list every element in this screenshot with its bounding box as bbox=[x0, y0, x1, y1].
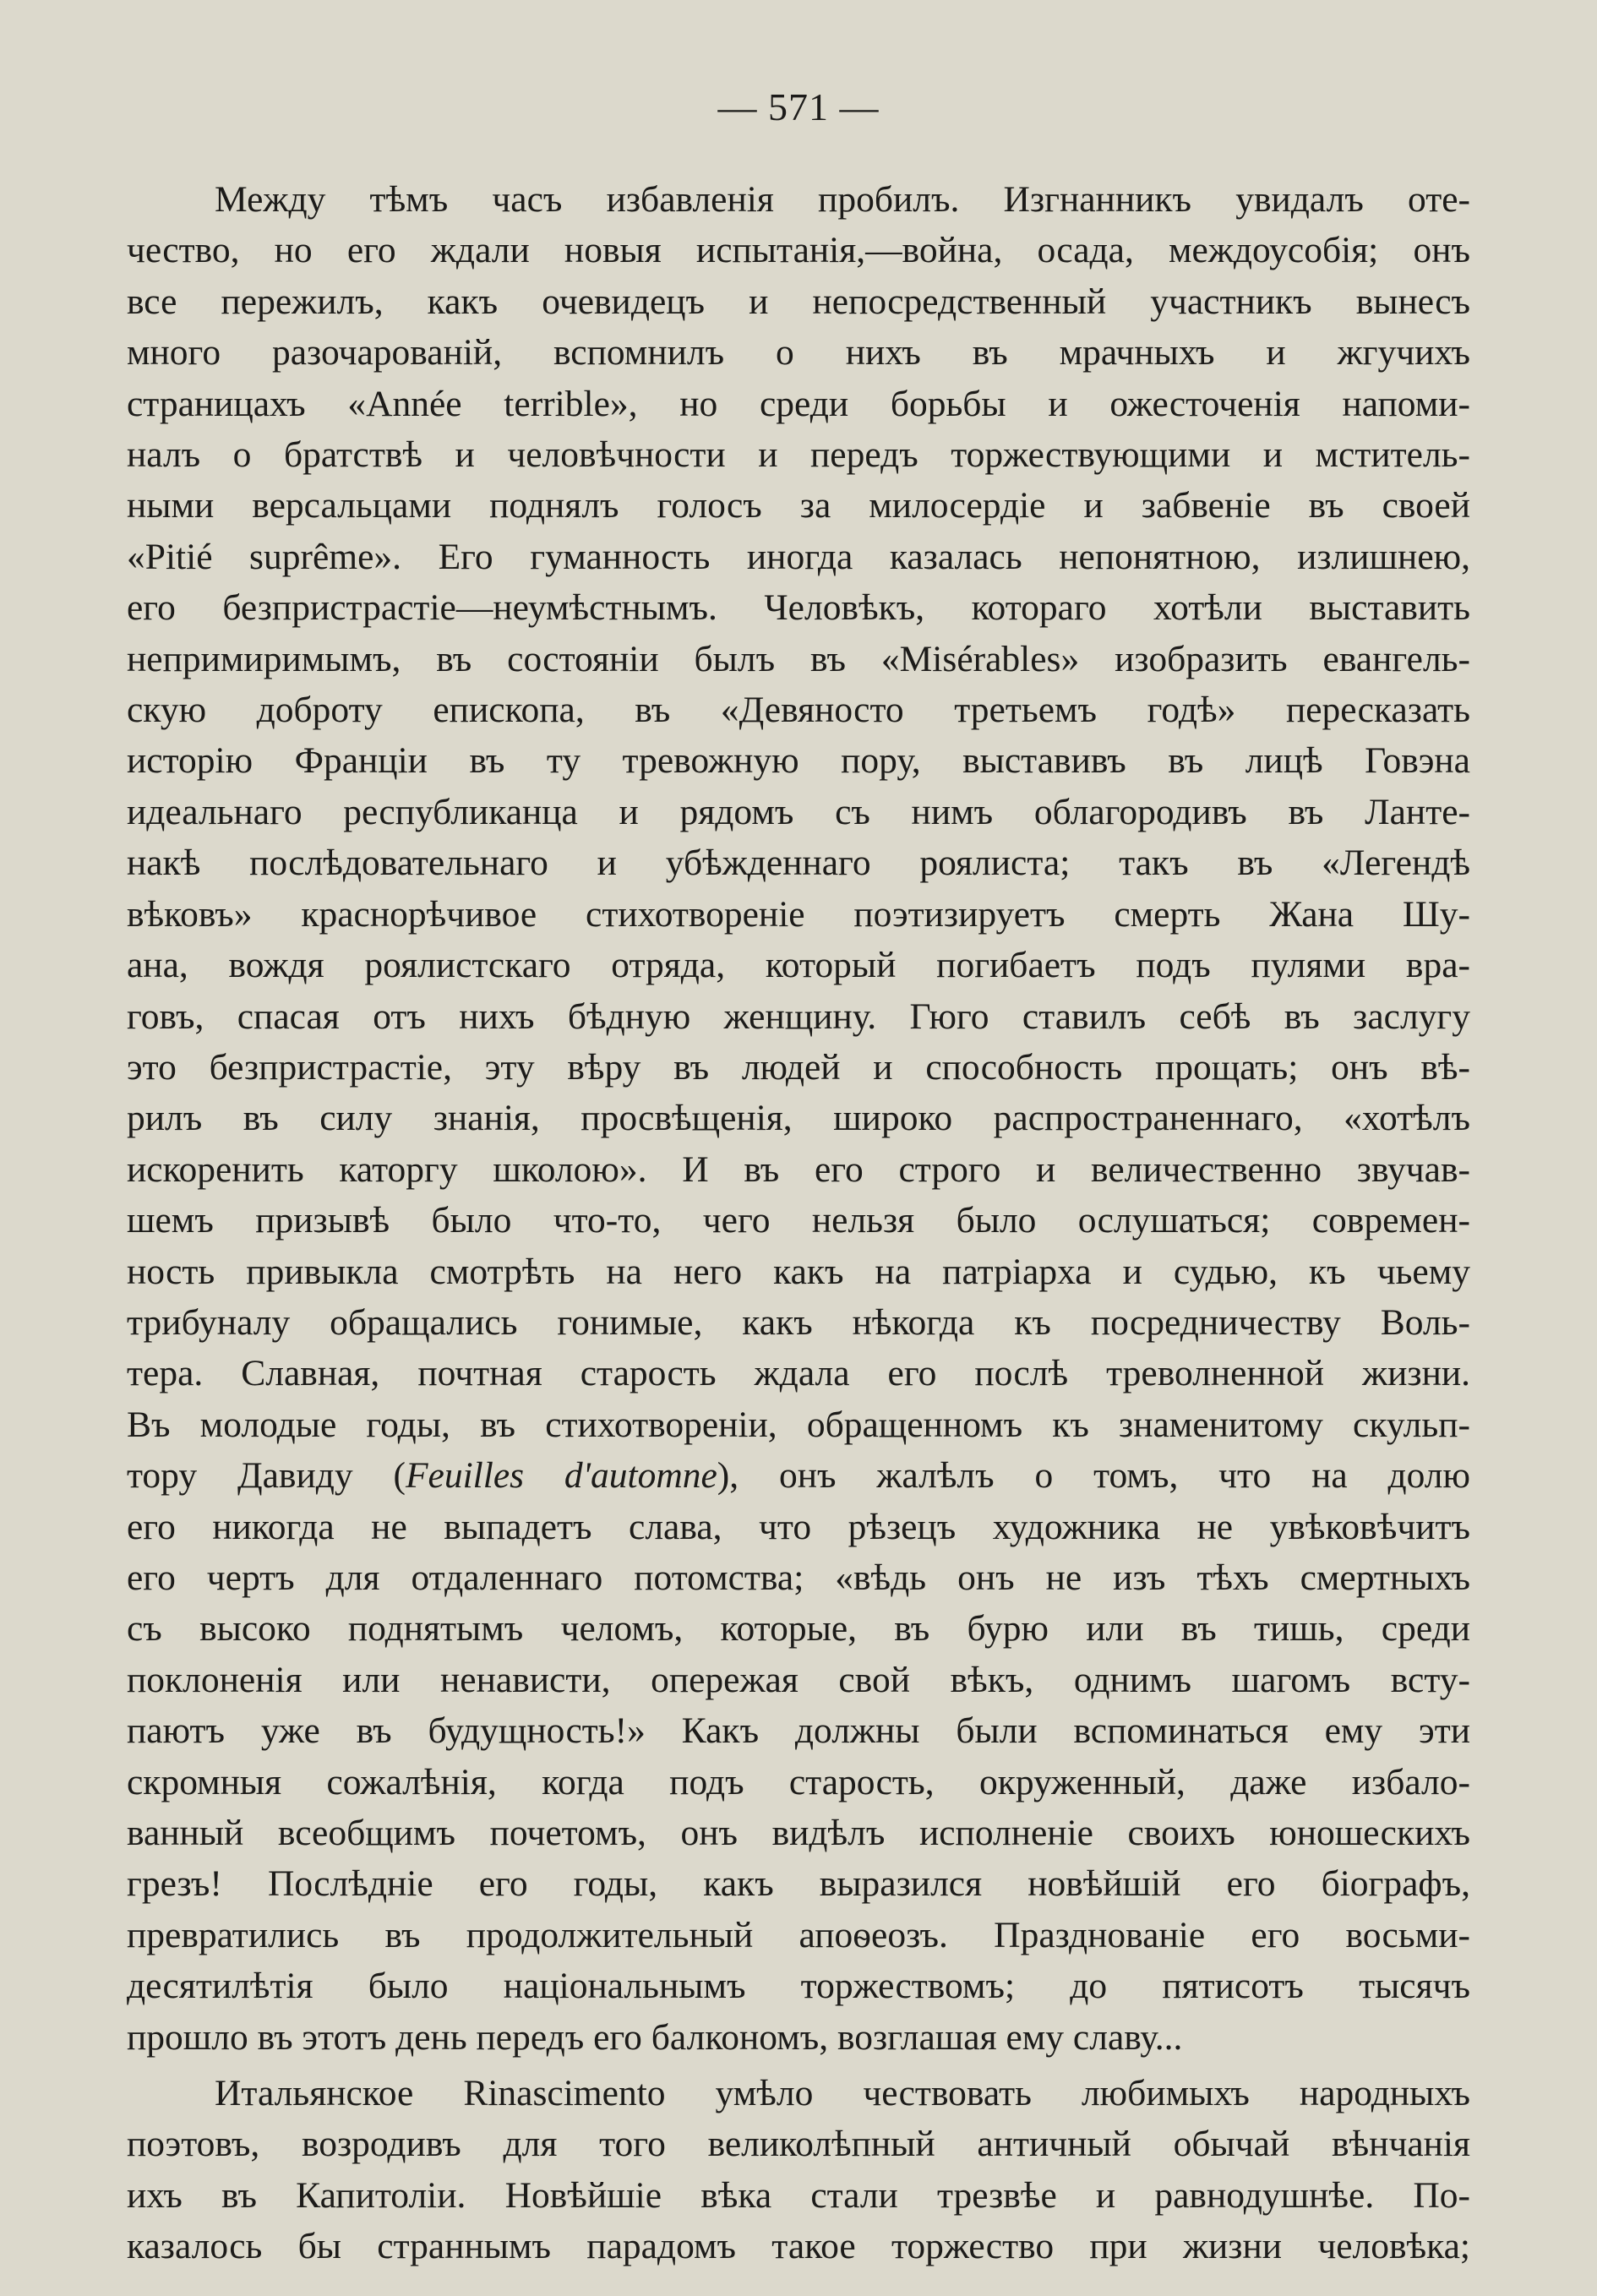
text-line: искоренить каторгу школою». И въ его строго и величественно звучав- bbox=[127, 1148, 1470, 1190]
text-line: много разочарованій, вспомнилъ о нихъ въ мрачныхъ и жгучихъ bbox=[127, 332, 1470, 374]
text-line: налъ о братствѣ и человѣчности и передъ торжествующими и мститель- bbox=[127, 434, 1470, 476]
text-line: съ высоко поднятымъ челомъ, которые, въ бурю или въ тишь, среди bbox=[127, 1608, 1470, 1650]
text-line: его чертъ для отдаленнаго потомства; «вѣдь онъ не изъ тѣхъ смертныхъ bbox=[127, 1557, 1470, 1598]
book-title-italic: Feuilles d'automne bbox=[405, 1455, 717, 1497]
text-line: непримиримымъ, въ состояніи былъ въ «Misérables» изобразить евангель- bbox=[127, 638, 1470, 679]
text-line: страницахъ «Année terrible», но среди борьбы и ожесточенія напоми- bbox=[127, 383, 1470, 424]
text-line: поклоненія или ненависти, опережая свой вѣкъ, однимъ шагомъ всту- bbox=[127, 1659, 1470, 1700]
text-line: прошло въ этотъ день передъ его балкономъ, возглашая ему славу... bbox=[127, 2016, 1183, 2058]
text-line: исторію Франціи въ ту тревожную пору, выставивъ въ лицѣ Говэна bbox=[127, 740, 1470, 782]
text-line: тору Давиду (Feuilles d'automne), онъ жалѣлъ о томъ, что на долю bbox=[127, 1455, 1470, 1497]
text-line: ана, вождя роялистскаго отряда, который погибаетъ подъ пулями вра- bbox=[127, 945, 1470, 986]
page-number: — 571 — bbox=[717, 85, 880, 128]
text-line: шемъ призывѣ было что-то, чего нельзя было ослушаться; современ- bbox=[127, 1200, 1470, 1241]
text-line: казалось бы страннымъ парадомъ такое торжество при жизни человѣка; bbox=[127, 2226, 1470, 2267]
text-line: грезъ! Послѣдніе его годы, какъ выразился новѣйшій его біографъ, bbox=[127, 1863, 1470, 1905]
text-line: ихъ въ Капитоліи. Новѣйшіе вѣка стали трезвѣе и равнодушнѣе. По- bbox=[127, 2174, 1470, 2216]
text-line: поэтовъ, возродивъ для того великолѣпный античный обычай вѣнчанія bbox=[127, 2124, 1470, 2165]
paragraph-2 bbox=[127, 2068, 1470, 2272]
text-line: накѣ послѣдовательнаго и убѣжденнаго роялиста; такъ въ «Легендѣ bbox=[127, 843, 1470, 884]
text-line: чество, но его ждали новыя испытанія,—война, осада, междоусобія; онъ bbox=[127, 230, 1470, 271]
text-line: его безпристрастіе—неумѣстнымъ. Человѣкъ, котораго хотѣли выставить bbox=[127, 587, 1470, 629]
text-line: скромныя сожалѣнія, когда подъ старость, окруженный, даже избало- bbox=[127, 1761, 1470, 1802]
text-line: рилъ въ силу знанія, просвѣщенія, широко распространеннаго, «хотѣлъ bbox=[127, 1098, 1470, 1139]
text-line: паютъ уже въ будущность!» Какъ должны были вспоминаться ему эти bbox=[127, 1710, 1470, 1752]
text-line: трибуналу обращались гонимые, какъ нѣкогда къ посредничеству Воль- bbox=[127, 1301, 1470, 1343]
text-line: это безпристрастіе, эту вѣру въ людей и способность прощать; онъ вѣ- bbox=[127, 1046, 1470, 1088]
text-line: Итальянское Rinascimento умѣло чествовать любимыхъ народныхъ bbox=[215, 2073, 1470, 2114]
text-line: скую доброту епископа, въ «Девяносто третьемъ годѣ» пересказать bbox=[127, 690, 1470, 731]
text-line: превратились въ продолжительный апоѳеозъ. Празднованіе его восьми- bbox=[127, 1914, 1470, 1955]
text-line: вѣковъ» краснорѣчивое стихотвореніе поэтизируетъ смерть Жана Шу- bbox=[127, 893, 1470, 935]
text-line: ванный всеобщимъ почетомъ, онъ видѣлъ исполненіе своихъ юношескихъ bbox=[127, 1813, 1470, 1853]
text-line: идеальнаго республиканца и рядомъ съ нимъ облагородивъ въ Ланте- bbox=[127, 791, 1470, 832]
text-line: Между тѣмъ часъ избавленія пробилъ. Изгнанникъ увидалъ оте- bbox=[215, 179, 1470, 220]
paragraph-1 bbox=[127, 174, 1470, 2063]
text-line: ность привыкла смотрѣть на него какъ на патріарха и судью, къ чьему bbox=[127, 1251, 1470, 1292]
text-line: «Pitié suprême». Его гуманность иногда казалась непонятною, излишнею, bbox=[127, 536, 1470, 577]
text-line: Въ молодые годы, въ стихотвореніи, обращенномъ къ знаменитому скульп- bbox=[127, 1404, 1470, 1445]
text-line: тера. Славная, почтная старость ждала его послѣ треволненной жизни. bbox=[127, 1353, 1470, 1394]
text-line: десятилѣтія было національнымъ торжествомъ; до пятисотъ тысячъ bbox=[127, 1966, 1470, 2007]
text-line: говъ, спасая отъ нихъ бѣдную женщину. Гюго ставилъ себѣ въ заслугу bbox=[127, 995, 1470, 1037]
text-line: все пережилъ, какъ очевидецъ и непосредственный участникъ вынесъ bbox=[127, 281, 1470, 322]
text-line: его никогда не выпадетъ слава, что рѣзецъ художника не увѣковѣчитъ bbox=[127, 1506, 1470, 1547]
text-line: ными версальцами поднялъ голосъ за милосердіе и забвеніе въ своей bbox=[127, 485, 1470, 526]
